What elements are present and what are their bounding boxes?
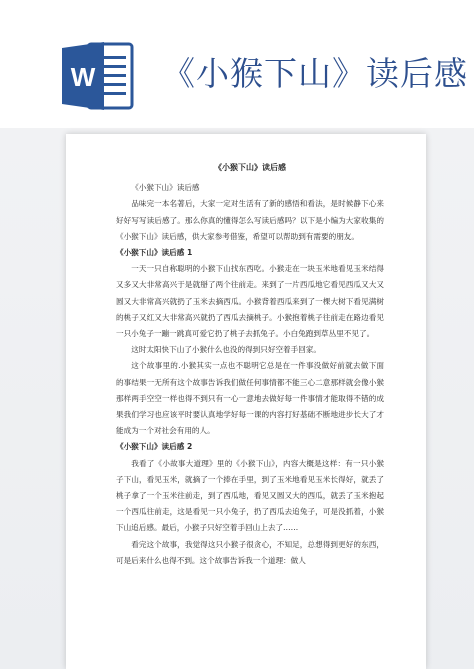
word-icon xyxy=(60,38,136,114)
section-1-paragraph-3: 这个故事里的.小猴其实一点也不聪明它总是在一件事没做好前就去做下面的事结果一无所有这个故事告诉我们做任何事情都不能三心二意那样就会像小猴那样两手空空一样也得不到只有一心一意地去做好每一件事情才能取得不错的成果我们学习也应该平时要认真地学好每一课的内容打好基础不断地进步长大了才能成为一个对社会有用的人。 xyxy=(116,361,384,436)
document-page xyxy=(66,134,426,669)
section-2-paragraph-2: 看完这个故事，我觉得这只小猴子很贪心，不知足，总想得到更好的东西，可是后来什么也得不到。这个故事告诉我一个道理：做人 xyxy=(116,539,384,565)
banner xyxy=(0,0,474,128)
svg-text:W: W xyxy=(70,62,96,92)
section-2-paragraph-1: 我看了《小故事大道理》里的《小猴下山》，内容大概是这样：有一只小猴子下山，看见玉米，就摘了一个捧在手里，到了玉米地看见玉米长得好，就丢了桃子拿了一个玉米往前走，到了西瓜地，看见又圆又大的西瓜，就丢了玉米抱起一个西瓜往前走，这是看见一只小兔子，扔了西瓜去追兔子，可是没抓着，小猴下山追后感。最后，小猴子只好空着手回山上去了…… xyxy=(116,458,384,533)
section-1-title: 《小猴下山》读后感 1 xyxy=(116,248,193,258)
intro-title: 《小猴下山》读后感 xyxy=(131,183,200,193)
banner-title: 《小猴下山》读后感 xyxy=(162,54,468,93)
section-1-paragraph-1: 一天一只自称聪明的小猴下山找东西吃。小猴走在一块玉米地看见玉米结得又多又大非常高兴于是就掰了两个往前走。来到了一片西瓜地它看见西瓜又大又圆又大非常高兴就扔了玉米去摘西瓜。小猴背着西瓜来到了一棵大树下看见满树的桃子又红又大非常高兴就扔了西瓜去摘桃子。小猴抱着桃子往前走在路边看见一只小兔子一蹦一跳真可爱它扔了桃子去抓兔子。小白兔跑到草丛里不见了。 xyxy=(116,264,384,339)
intro-paragraph: 品味完一本名著后，大家一定对生活有了新的感悟和看法，是时候静下心来好好写写读后感了。那么你真的懂得怎么写读后感吗？以下是小编为大家收集的《小猴下山》读后感，供大家参考借鉴，希望可以帮助到有需要的朋友。 xyxy=(116,199,384,241)
section-1-paragraph-2: 这时太阳快下山了小猴什么也没的得到只好空着手回家。 xyxy=(131,345,322,355)
document-title: 《小猴下山》读后感 xyxy=(214,163,286,172)
document-body xyxy=(116,160,384,569)
section-2-title: 《小猴下山》读后感 2 xyxy=(116,442,193,452)
